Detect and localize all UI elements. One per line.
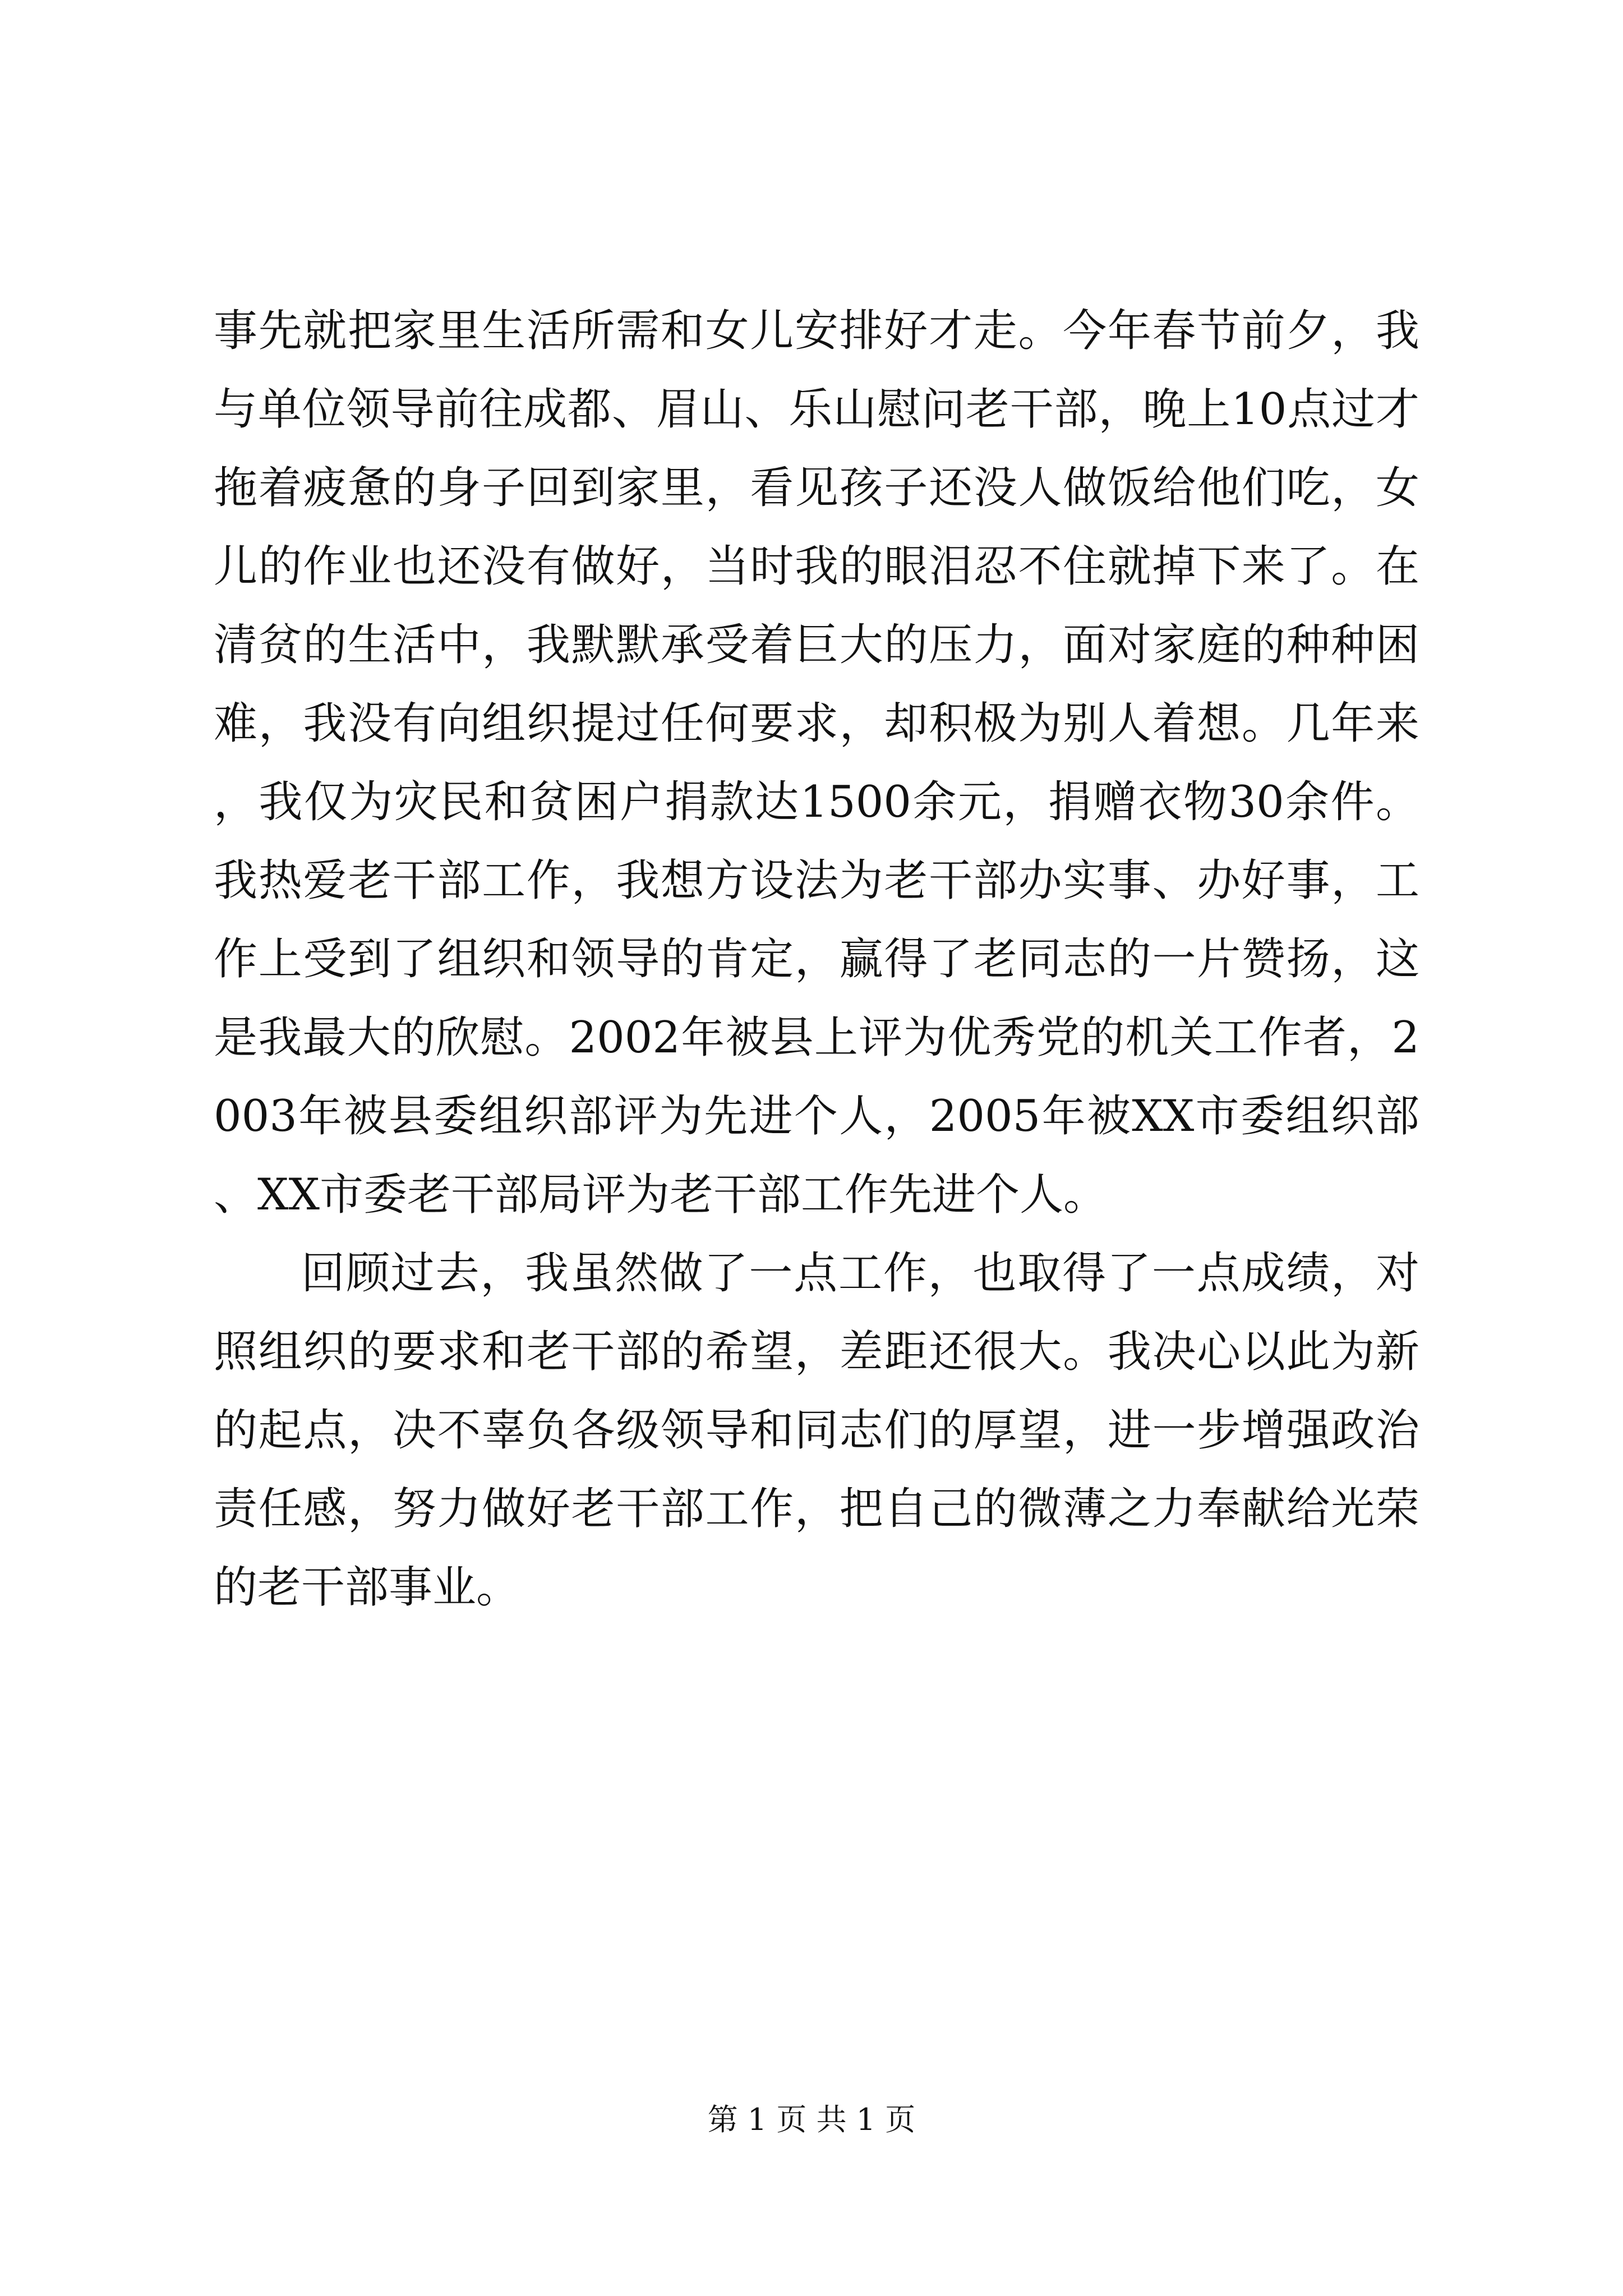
paragraph-conclusion: 回顾过去，我虽然做了一点工作，也取得了一点成绩，对照组织的要求和老干部的希望，差距还很大。我决心以此为新的起点，决不辜负各级领导和同志们的厚望，进一步增强政治责任感，努力做好老干部工作，把自己的微薄之力奉献给光荣的老干部事业。 — [214, 1248, 1419, 1613]
document-body — [214, 292, 1419, 1627]
page-footer: 第 1 页 共 1 页 — [707, 2102, 916, 2137]
paragraph-continued: 事先就把家里生活所需和女儿安排好才走。今年春节前夕，我与单位领导前往成都、眉山、乐山慰问老干部，晚上10点过才拖着疲惫的身子回到家里，看见孩子还没人做饭给他们吃，女儿的作业也还没有做好，当时我的眼泪忍不住就掉下来了。在清贫的生活中，我默默承受着巨大的压力，面对家庭的种种困难，我没有向组织提过任何要求，却积极为别人着想。几年来，我仅为灾民和贫困户捐款达1500余元，捐赠衣物30余件。我热爱老干部工作，我想方设法为老干部办实事、办好事，工作上受到了组织和领导的肯定，赢得了老同志的一片赞扬，这是我最大的欣慰。2002年被县上评为优秀党的机关工作者，2003年被县委组织部评为先进个人，2005年被XX市委组织部、XX市委老干部局评为老干部工作先进个人。 — [214, 306, 1419, 1220]
